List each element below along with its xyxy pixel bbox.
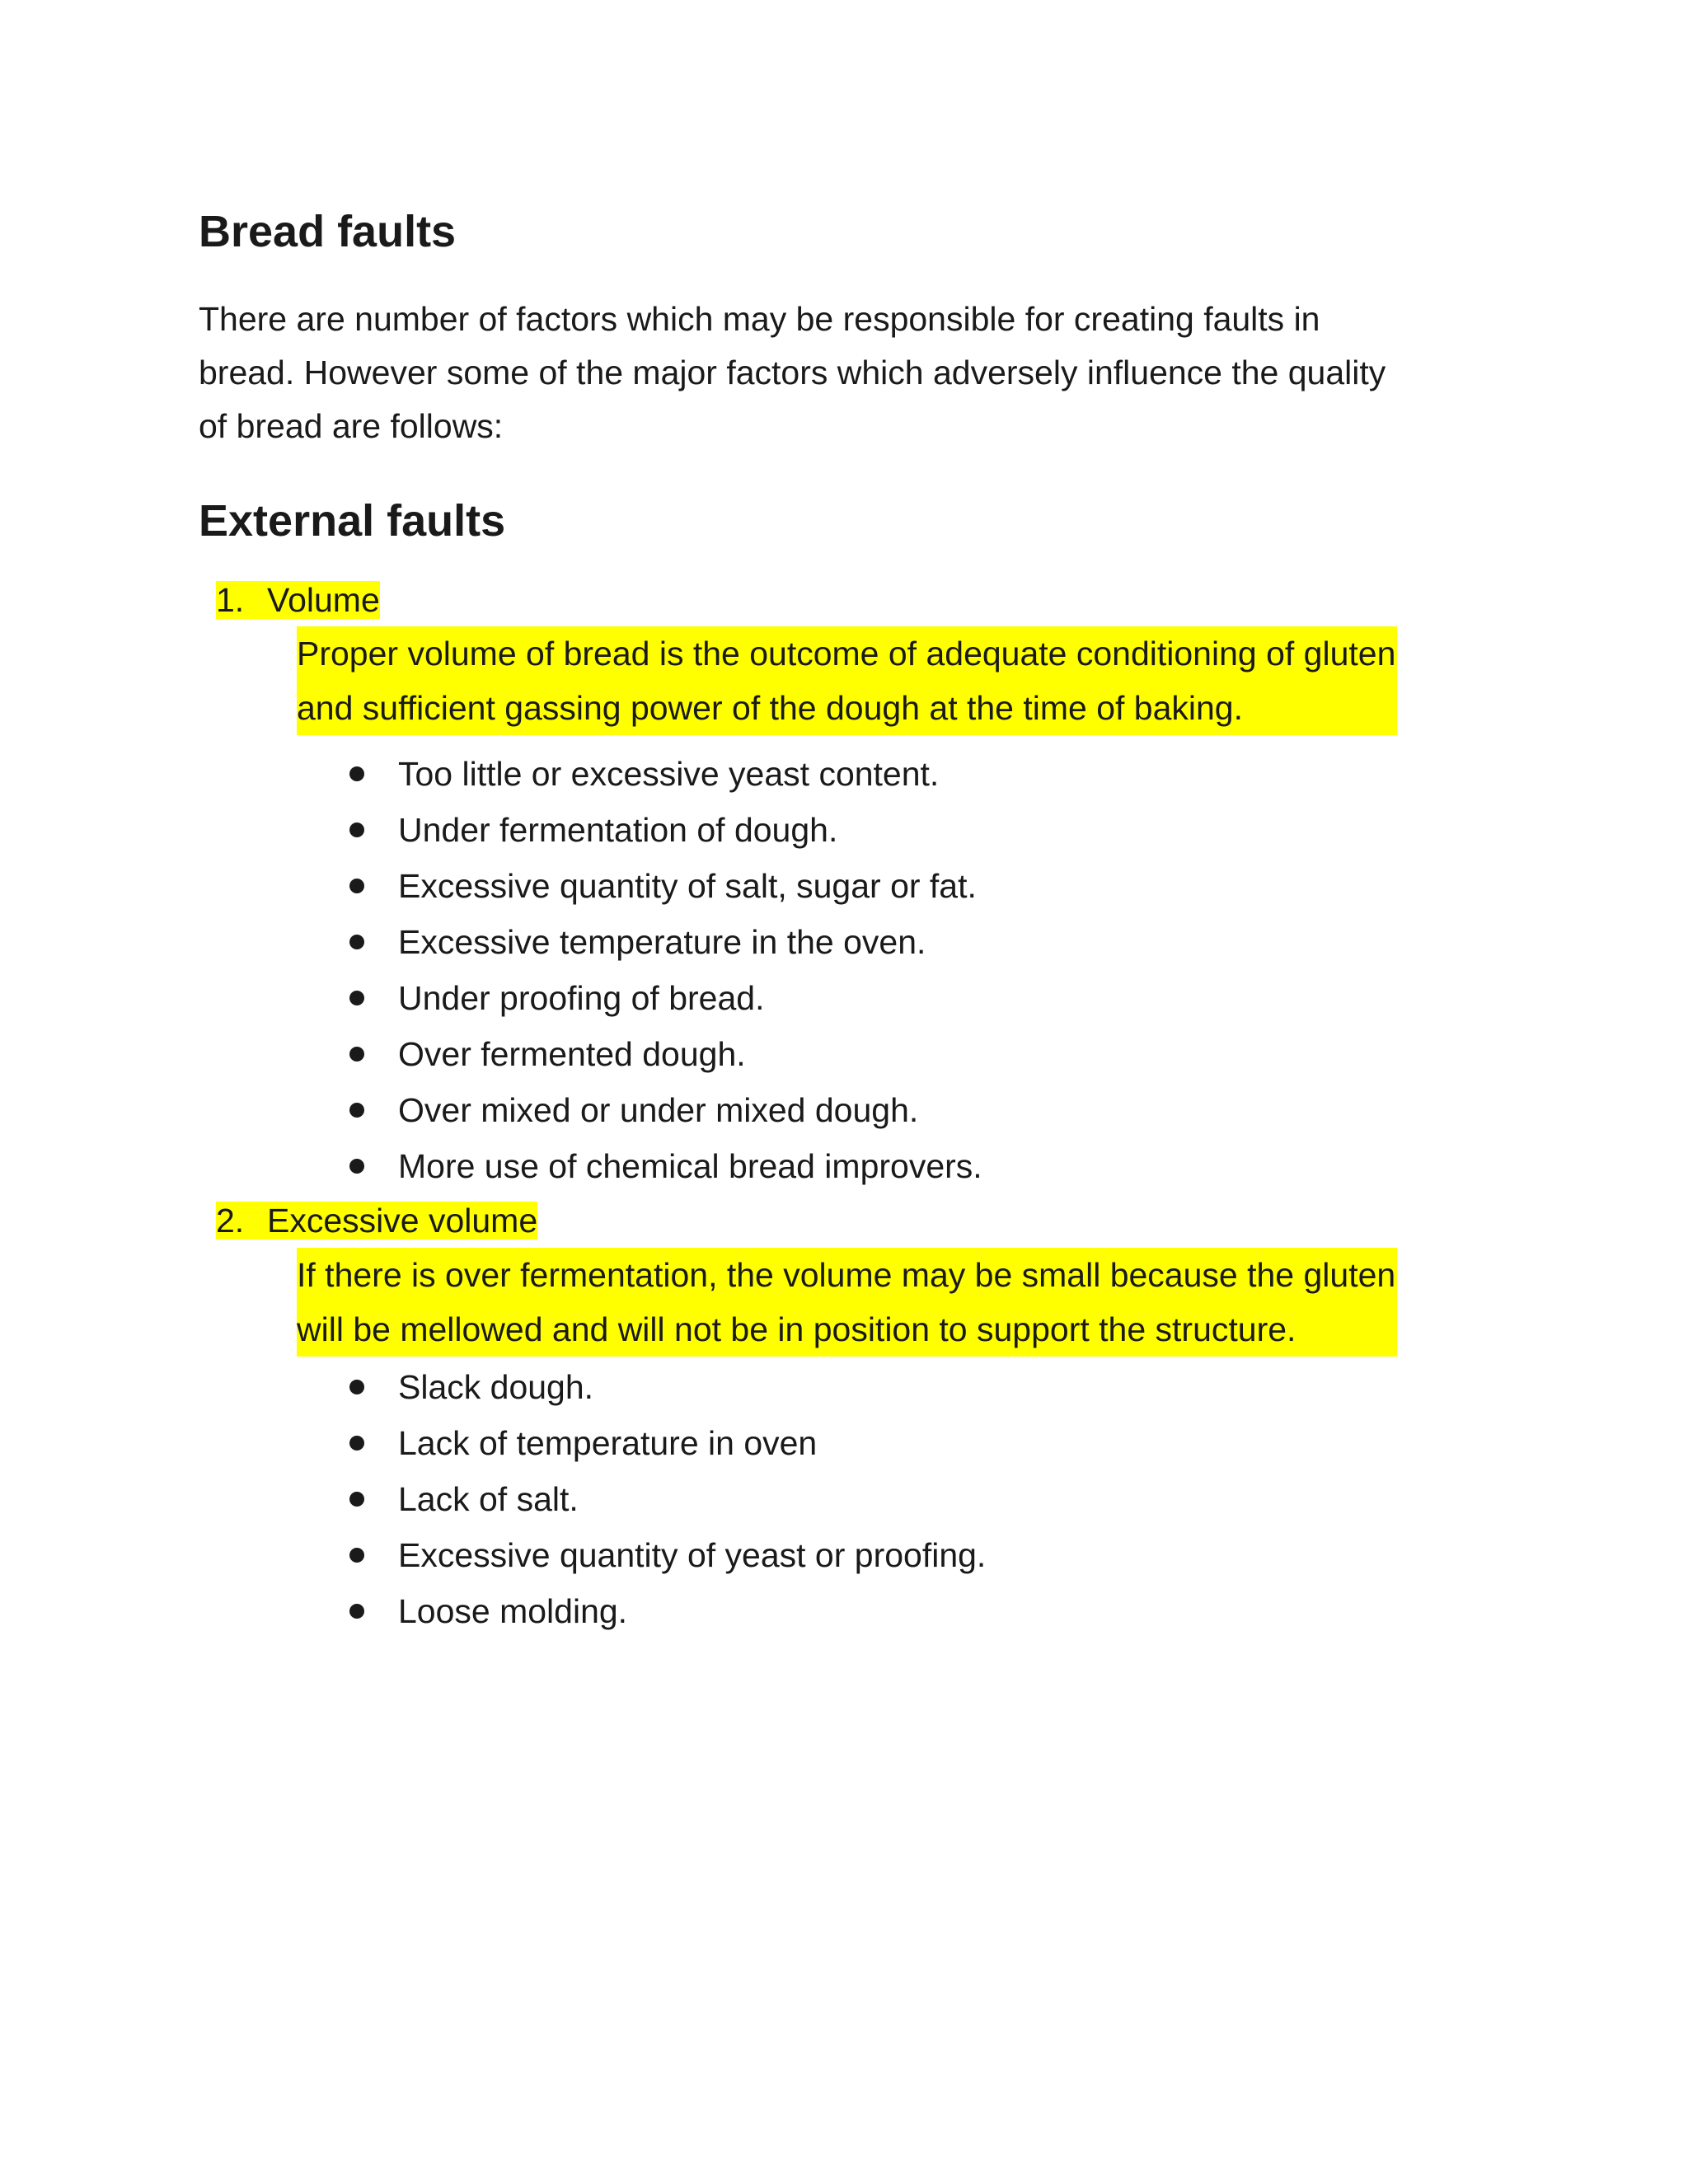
- bullet-icon: [349, 1103, 364, 1118]
- list-item-text: Loose molding.: [398, 1592, 628, 1630]
- list-item: [346, 1082, 982, 1138]
- list-item-text: Slack dough.: [398, 1368, 594, 1406]
- list-item: [346, 1583, 986, 1639]
- list-item: [346, 1026, 982, 1082]
- list-item: [346, 858, 982, 914]
- list-item-text: Too little or excessive yeast content.: [398, 755, 940, 793]
- bullet-list: [346, 1359, 986, 1639]
- bullet-icon: [349, 991, 364, 1005]
- bullet-icon: [349, 766, 364, 781]
- numbered-item-volume: [216, 574, 380, 626]
- description-line: [297, 681, 1397, 735]
- description-line: [297, 626, 1397, 681]
- bullet-icon: [349, 1380, 364, 1394]
- list-item-text: Under fermentation of dough.: [398, 811, 838, 849]
- list-item: [346, 1527, 986, 1583]
- highlighted-text: and sufficient gassing power of the dough at the time of baking.: [297, 681, 1397, 735]
- section-heading: External faults: [199, 496, 506, 546]
- item-label: Volume: [267, 581, 380, 619]
- bullet-icon: [349, 823, 364, 837]
- item-number: 2.: [216, 1202, 245, 1240]
- list-item: [346, 970, 982, 1026]
- list-item-text: Excessive temperature in the oven.: [398, 923, 926, 961]
- list-item-text: Excessive quantity of salt, sugar or fat.: [398, 867, 977, 905]
- highlighted-text: Proper volume of bread is the outcome of adequate conditioning of gluten: [297, 626, 1397, 681]
- numbered-item-excessive-volume: [216, 1195, 537, 1246]
- bullet-icon: [349, 935, 364, 949]
- intro-line: There are number of factors which may be responsible for creating faults in: [199, 300, 1320, 338]
- bullet-icon: [349, 1159, 364, 1174]
- bullet-icon: [349, 1492, 364, 1507]
- list-item: [346, 746, 982, 802]
- list-item: [346, 1359, 986, 1415]
- item-description: [297, 1248, 1397, 1357]
- list-item-text: Excessive quantity of yeast or proofing.: [398, 1536, 987, 1574]
- highlighted-text: If there is over fermentation, the volume may be small because the gluten: [297, 1248, 1397, 1302]
- bullet-icon: [349, 879, 364, 893]
- list-item: [346, 1471, 986, 1527]
- bullet-icon: [349, 1436, 364, 1451]
- list-item: [346, 1415, 986, 1471]
- list-item-text: Under proofing of bread.: [398, 979, 765, 1017]
- intro-paragraph: [199, 293, 1501, 453]
- list-item-text: Over fermented dough.: [398, 1035, 746, 1073]
- item-label: Excessive volume: [267, 1202, 538, 1240]
- intro-line: of bread are follows:: [199, 407, 504, 445]
- bullet-icon: [349, 1604, 364, 1619]
- item-description: [297, 626, 1397, 735]
- list-item-text: Over mixed or under mixed dough.: [398, 1091, 919, 1129]
- description-line: [297, 1248, 1397, 1302]
- list-item-text: Lack of temperature in oven: [398, 1424, 818, 1462]
- bullet-list: [346, 746, 982, 1194]
- list-item-text: Lack of salt.: [398, 1480, 579, 1518]
- numbered-item-highlight: [216, 581, 380, 619]
- description-line: [297, 1302, 1397, 1357]
- intro-line: bread. However some of the major factors which adversely influence the quality: [199, 354, 1386, 391]
- list-item: [346, 914, 982, 970]
- bullet-icon: [349, 1548, 364, 1563]
- page-title: Bread faults: [199, 207, 457, 256]
- numbered-item-highlight: [216, 1202, 537, 1240]
- list-item: [346, 1138, 982, 1194]
- list-item-text: More use of chemical bread improvers.: [398, 1147, 982, 1185]
- list-item: [346, 802, 982, 858]
- bullet-icon: [349, 1047, 364, 1062]
- highlighted-text: will be mellowed and will not be in position to support the structure.: [297, 1302, 1397, 1357]
- item-number: 1.: [216, 581, 245, 619]
